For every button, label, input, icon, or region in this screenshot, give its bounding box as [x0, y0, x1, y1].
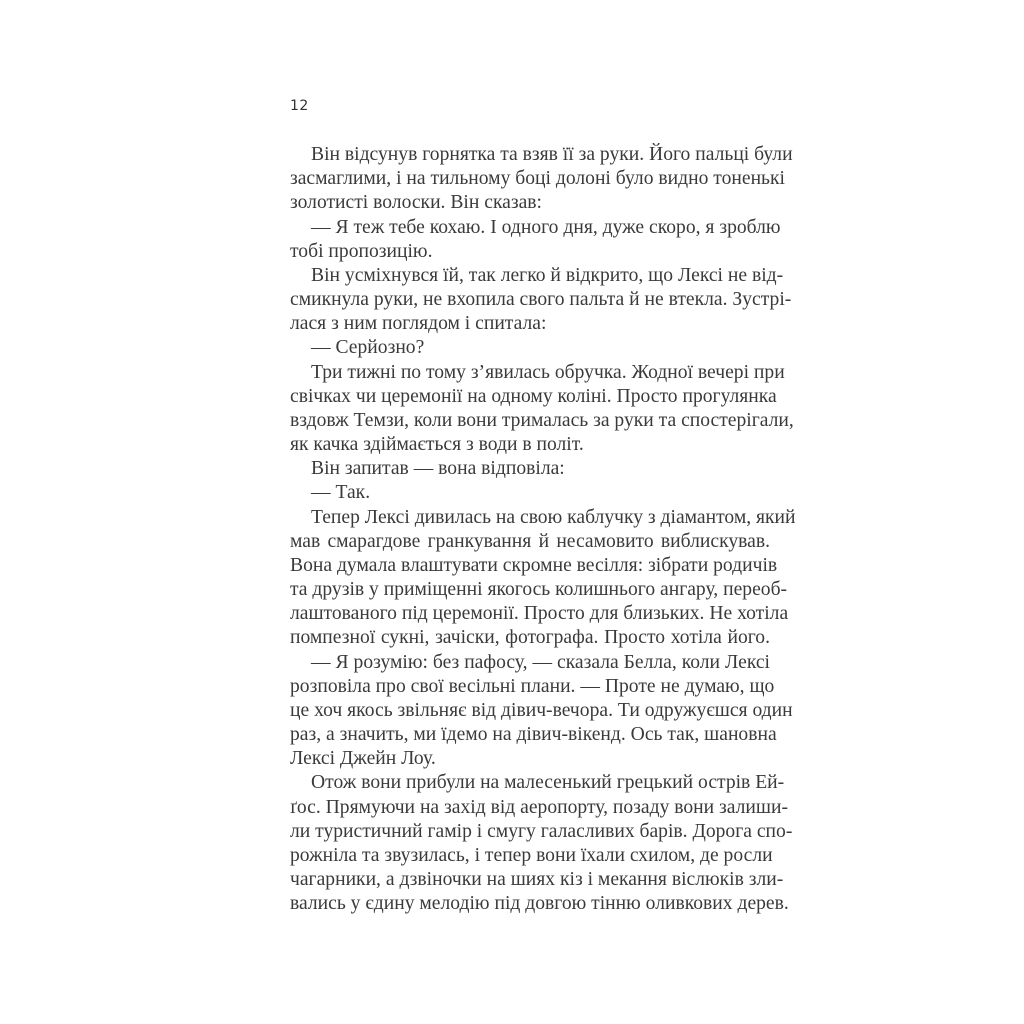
paragraph-first-line: Він усміхнувся їй, так легко й відкрито, що Лексі не від-: [311, 264, 784, 286]
text-line: як качка здіймається з води в політ.: [290, 434, 584, 456]
text-line: ли туристичний гамір і смугу галасливих барів. Дорога спо-: [290, 820, 793, 842]
text-line: засмаглими, і на тильному боці долоні було видно тоненькі: [290, 168, 785, 190]
text-line: це хоч якось звільняє від дівич-вечора. Ти одружуєшся один: [290, 699, 793, 721]
body-text: [290, 143, 796, 917]
text-line: помпезної сукні, зачіски, фотографа. Просто хотіла його.: [290, 627, 770, 649]
paragraph-first-line: Три тижні по тому з’явилась обручка. Жодної вечері при: [311, 361, 785, 383]
text-line: вздовж Темзи, коли вони трималась за руки та спостерігали,: [290, 409, 794, 431]
paragraph-first-line: — Серйозно?: [311, 337, 425, 359]
text-line: чагарники, а дзвіночки на шиях кіз і мекання віслюків зли-: [290, 869, 784, 891]
paragraph-first-line: — Я розумію: без пафосу, — сказала Белла, коли Лексі: [311, 651, 770, 673]
text-line: раз, а значить, ми їдемо на дівич-вікенд. Ось так, шановна: [290, 724, 777, 746]
text-line: розповіла про свої весільні плани. — Проте не думаю, що: [290, 675, 775, 697]
paragraph-first-line: — Так.: [311, 482, 371, 504]
text-line: тобі пропозицію.: [290, 240, 433, 262]
paragraph-first-line: Отож вони прибули на малесенький грецький острів Ей-: [311, 772, 785, 794]
text-line: рожніла та звузилась, і тепер вони їхали схилом, де росли: [290, 844, 773, 866]
paragraph-first-line: Тепер Лексі дивилась на свою каблучку з діамантом, який: [311, 506, 796, 528]
text-line: лаштованого під церемонії. Просто для близьких. Не хотіла: [290, 603, 789, 625]
text-line: лася з ним поглядом і спитала:: [290, 313, 547, 335]
text-line: ґос. Прямуючи на захід від аеропорту, позаду вони залиши-: [290, 796, 789, 818]
paragraph-first-line: Він запитав — вона відповіла:: [311, 458, 565, 480]
paragraph-first-line: Він відсунув горнятка та взяв її за руки. Його пальці були: [311, 144, 793, 165]
text-line: мав смарагдове гранкування й несамовито виблискував.: [290, 530, 770, 552]
text-line: свічках чи церемонії на одному коліні. Просто прогулянка: [290, 385, 777, 407]
text-line: золотисті волоски. Він сказав:: [290, 192, 542, 214]
paragraph-first-line: — Я теж тебе кохаю. І одного дня, дуже скоро, я зроблю: [311, 216, 781, 238]
text-line: смикнула руки, не вхопила свого пальта й не втекла. Зустрі-: [290, 289, 792, 311]
text-line: та друзів у приміщенні якогось колишнього ангару, переоб-: [290, 579, 788, 601]
page-number: 12: [290, 98, 309, 114]
text-line: Вона думала влаштувати скромне весілля: зібрати родичів: [290, 554, 778, 576]
text-line: Лексі Джейн Лоу.: [290, 748, 436, 770]
text-line: вались у єдину мелодію під довгою тінню оливкових дерев.: [290, 893, 789, 915]
